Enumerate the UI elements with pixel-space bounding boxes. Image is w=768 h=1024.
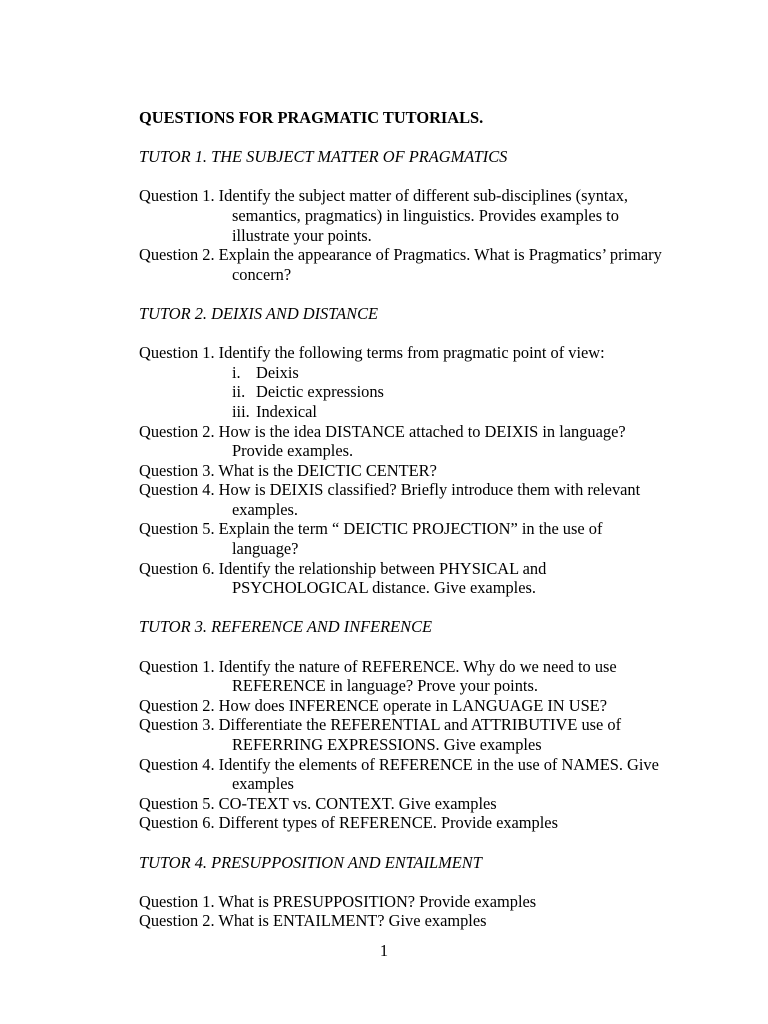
question-text: Question 3. Differentiate the REFERENTIAL and ATTRIBUTIVE use of [139,715,622,735]
question-text: Question 1. Identify the nature of REFERENCE. Why do we need to use [139,656,617,676]
tutor-heading: TUTOR 3. REFERENCE AND INFERENCE [139,617,433,637]
sub-item-text: Deixis [256,362,299,382]
tutor-heading: TUTOR 1. THE SUBJECT MATTER OF PRAGMATICS [139,147,508,167]
question-text: Question 5. CO-TEXT vs. CONTEXT. Give examples [139,793,497,813]
question-item [139,794,739,814]
question-text: Question 4. Identify the elements of REFERENCE in the use of NAMES. Give [139,754,659,774]
question-item [139,755,739,794]
question-text-continuation: examples. [232,499,298,519]
sub-item-text: Indexical [256,401,317,421]
question-item [139,186,739,245]
question-text-continuation: illustrate your points. [232,225,372,245]
tutor-section [139,304,739,598]
question-text-continuation: language? [232,539,299,559]
question-item [139,696,739,716]
question-item [139,813,739,833]
question-text: Question 4. How is DEIXIS classified? Briefly introduce them with relevant [139,480,641,500]
tutor-heading: TUTOR 4. PRESUPPOSITION AND ENTAILMENT [139,852,482,872]
question-text: Question 2. Explain the appearance of Pragmatics. What is Pragmatics’ primary [139,245,662,265]
sub-item [232,382,739,402]
tutor-sections [139,147,739,931]
question-item [139,343,739,421]
document-title: QUESTIONS FOR PRAGMATIC TUTORIALS. [139,108,484,127]
question-text: Question 3. What is the DEICTIC CENTER? [139,460,437,480]
question-text: Question 5. Explain the term “ DEICTIC PROJECTION” in the use of [139,519,603,539]
question-text: Question 1. What is PRESUPPOSITION? Provide examples [139,891,537,911]
tutor-section [139,147,739,284]
question-text: Question 6. Identify the relationship between PHYSICAL and [139,558,547,578]
tutor-heading: TUTOR 2. DEIXIS AND DISTANCE [139,303,379,323]
document-body [139,108,739,931]
question-item [139,657,739,696]
question-text-continuation: examples [232,774,294,794]
question-item [139,911,739,931]
question-item [139,892,739,912]
question-item [139,715,739,754]
question-text-continuation: Provide examples. [232,441,354,461]
question-text-continuation: concern? [232,264,292,284]
sub-item-number: iii. [232,401,250,421]
tutor-section [139,853,739,931]
question-text: Question 1. Identify the following terms from pragmatic point of view: [139,343,605,363]
question-item [139,480,739,519]
question-item [139,461,739,481]
page-number: 1 [379,941,389,960]
question-text: Question 6. Different types of REFERENCE. Provide examples [139,813,558,833]
sub-item-number: ii. [232,382,246,402]
question-text: Question 1. Identify the subject matter of different sub-disciplines (syntax, [139,186,629,206]
question-item [139,422,739,461]
question-item [139,559,739,598]
tutor-section [139,617,739,833]
question-text: Question 2. How does INFERENCE operate in LANGUAGE IN USE? [139,695,607,715]
question-text: Question 2. What is ENTAILMENT? Give examples [139,911,487,931]
question-item [139,245,739,284]
sub-item-number: i. [232,362,241,382]
question-text: Question 2. How is the idea DISTANCE attached to DEIXIS in language? [139,421,626,441]
question-text-continuation: semantics, pragmatics) in linguistics. Provides examples to [232,205,619,225]
sub-item [232,402,739,422]
question-text-continuation: REFERRING EXPRESSIONS. Give examples [232,735,542,754]
sub-item [232,363,739,383]
question-item [139,519,739,558]
question-text-continuation: REFERENCE in language? Prove your points. [232,676,538,696]
sub-item-text: Deictic expressions [256,382,384,402]
question-text-continuation: PSYCHOLOGICAL distance. Give examples. [232,578,536,598]
